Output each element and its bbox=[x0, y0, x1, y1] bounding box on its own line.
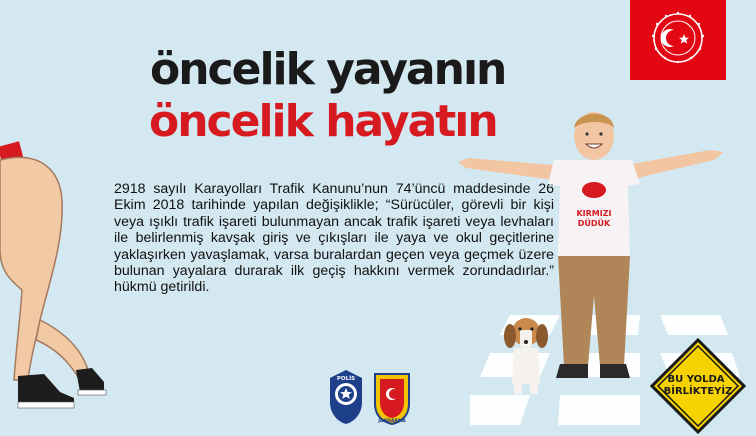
shoe-left bbox=[18, 374, 74, 406]
government-emblem-badge bbox=[630, 0, 726, 80]
shirt-text-line-1: KIRMIZI bbox=[576, 209, 612, 218]
emblem-icon bbox=[630, 0, 726, 80]
shoe-right-sole bbox=[78, 390, 106, 395]
beagle-puppy-illustration bbox=[496, 312, 556, 396]
headline-line-2: öncelik hayatın bbox=[149, 96, 497, 147]
sign-text-line-2: BİRLİKTEYİZ bbox=[663, 386, 733, 397]
walking-fingers-illustration bbox=[0, 130, 110, 430]
police-seal bbox=[326, 368, 366, 426]
gendarmerie-seal bbox=[371, 370, 413, 426]
police-seal-text: POLİS bbox=[336, 376, 356, 382]
law-paragraph-text: 2918 sayılı Karayolları Trafik Kanunu’nun 74’üncü maddesinde 26 Ekim 2018 tarihinde yapılan değişiklikle; “Sürücüler, görevli bir kişi veya ışıklı trafik işareti bulunmayan ancak trafik işareti veya levhaları ile belirlenmiş kavşak giriş ve çıkışları ile yaya ve okul geçitlerine yaklaşırken yavaşlamak, varsa buralardan geçen veya geçmek üzere bulunan yayalara durarak ilk geçiş hakkını vermek zorundadırlar.” hükmü getirildi. bbox=[114, 181, 554, 296]
gendarmerie-seal-text: JANDARMA bbox=[378, 419, 406, 424]
shoe-right bbox=[76, 368, 104, 392]
sign-text-line-1: BU YOLDA bbox=[667, 374, 725, 385]
shirt-text-line-2: DÜDÜK bbox=[577, 219, 611, 228]
headline-line-1: öncelik yayanın bbox=[150, 44, 506, 95]
bu-yolda-birlikteyiz-sign bbox=[650, 338, 746, 434]
shoe-left-sole bbox=[18, 402, 74, 408]
